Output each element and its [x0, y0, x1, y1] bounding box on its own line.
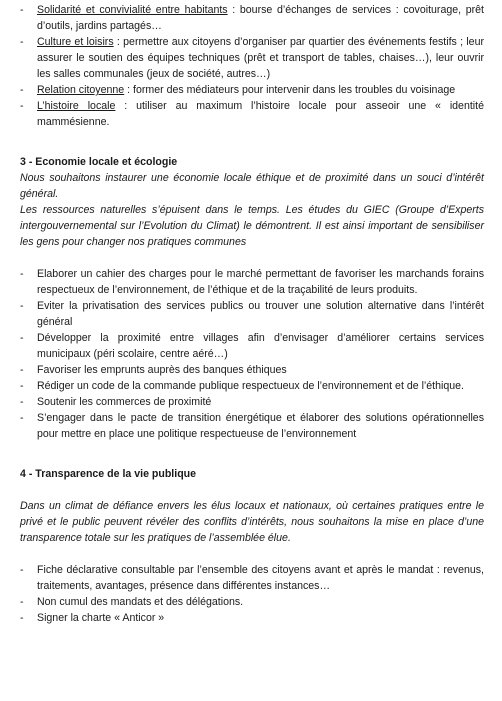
list-item	[0, 394, 502, 410]
bullet-dash: -	[20, 84, 24, 96]
bullet-dash: -	[20, 100, 24, 112]
list-item	[0, 330, 502, 362]
bullet-dash: -	[20, 36, 24, 48]
item-text: Fiche déclarative consultable par l’ensemble des citoyens avant et après le mandat : revenus, traitements, avantages, présence dans différentes instances…	[37, 564, 484, 592]
item-text: Signer la charte « Anticor »	[37, 612, 165, 624]
item-sep: :	[115, 100, 137, 112]
section-4	[0, 466, 502, 546]
bullet-dash: -	[20, 596, 24, 608]
item-term: Culture et loisirs	[37, 36, 114, 48]
bullet-dash: -	[20, 4, 24, 16]
list-item	[0, 98, 502, 130]
section-4-list	[0, 562, 502, 626]
item-term: Solidarité et convivialité entre habitants	[37, 4, 228, 16]
bullet-dash: -	[20, 380, 24, 392]
list-item	[0, 82, 502, 98]
item-text: permettre aux citoyens d’organiser par quartier des événements festifs ; leur assurer le soutien des équipes techniques (prêt et transport de tables, chaises…), leur ouvrir les salles communales (jeux de société, autres…)	[37, 36, 484, 80]
section-4-title: 4 - Transparence de la vie publique	[20, 468, 197, 480]
list-item	[0, 378, 502, 394]
item-term: Relation citoyenne	[37, 84, 125, 96]
bullet-dash: -	[20, 332, 24, 344]
item-sep: :	[113, 36, 124, 48]
list-item	[0, 610, 502, 626]
section-3-title: 3 - Economie locale et écologie	[20, 156, 178, 168]
item-term: L’histoire locale	[37, 100, 116, 112]
bullet-dash: -	[20, 396, 24, 408]
list-item	[0, 2, 502, 34]
section-3-list	[0, 266, 502, 442]
list-item	[0, 34, 502, 82]
list-item	[0, 266, 502, 298]
list-item	[0, 594, 502, 610]
item-text: Développer la proximité entre villages afin d’envisager d’améliorer certains services municipaux (péri scolaire, centre aéré…)	[37, 332, 484, 360]
item-text: S’engager dans le pacte de transition énergétique et élaborer des solutions opérationnelles pour mettre en place une politique respectueuse de l’environnement	[37, 412, 484, 440]
item-text: Soutenir les commerces de proximité	[37, 396, 212, 408]
section-3	[0, 154, 502, 250]
bullet-dash: -	[20, 564, 24, 576]
bullet-dash: -	[20, 268, 24, 280]
section-4-intro: Dans un climat de défiance envers les élus locaux et nationaux, où certaines pratiques entre le privé et le public peuvent révéler des conflits d’intérêts, nous souhaitons la mise en place d’une transparence totale sur les pratiques de l’assemblée élue.	[20, 500, 484, 544]
list-item	[0, 362, 502, 378]
item-text: Rédiger un code de la commande publique respectueux de l’environnement et de l’éthique.	[37, 380, 464, 392]
item-text: Elaborer un cahier des charges pour le marché permettant de favoriser les marchands forains respectueux de l’environnement, de l’éthique et de la traçabilité de leurs produits.	[37, 268, 484, 296]
item-sep: :	[124, 84, 134, 96]
item-text: utiliser au maximum l’histoire locale pour asseoir une « identité mammésienne.	[37, 100, 484, 128]
item-text: Eviter la privatisation des services publics ou trouver une solution alternative dans l’intérêt général	[37, 300, 484, 328]
section-3-intro-2: Les ressources naturelles s’épuisent dans le temps. Les études du GIEC (Groupe d’Experts intergouvernemental sur l’Evolution du Climat) le démontrent. Il est ainsi important de sensibiliser les gens pour changer nos pratiques communes	[20, 204, 484, 248]
item-sep: :	[227, 4, 240, 16]
top-list	[0, 2, 502, 130]
item-text: bourse d’échanges de services : covoiturage, prêt d’outils, jardins partagés…	[37, 4, 484, 32]
bullet-dash: -	[20, 364, 24, 376]
section-3-intro-1: Nous souhaitons instaurer une économie locale éthique et de proximité dans un souci d’intérêt général.	[20, 172, 484, 200]
item-text: Non cumul des mandats et des délégations.	[37, 596, 244, 608]
list-item	[0, 298, 502, 330]
list-item	[0, 562, 502, 594]
bullet-dash: -	[20, 300, 24, 312]
item-text: former des médiateurs pour intervenir dans les troubles du voisinage	[133, 84, 456, 96]
bullet-dash: -	[20, 612, 24, 624]
item-text: Favoriser les emprunts auprès des banques éthiques	[37, 364, 287, 376]
bullet-dash: -	[20, 412, 24, 424]
list-item	[0, 410, 502, 442]
